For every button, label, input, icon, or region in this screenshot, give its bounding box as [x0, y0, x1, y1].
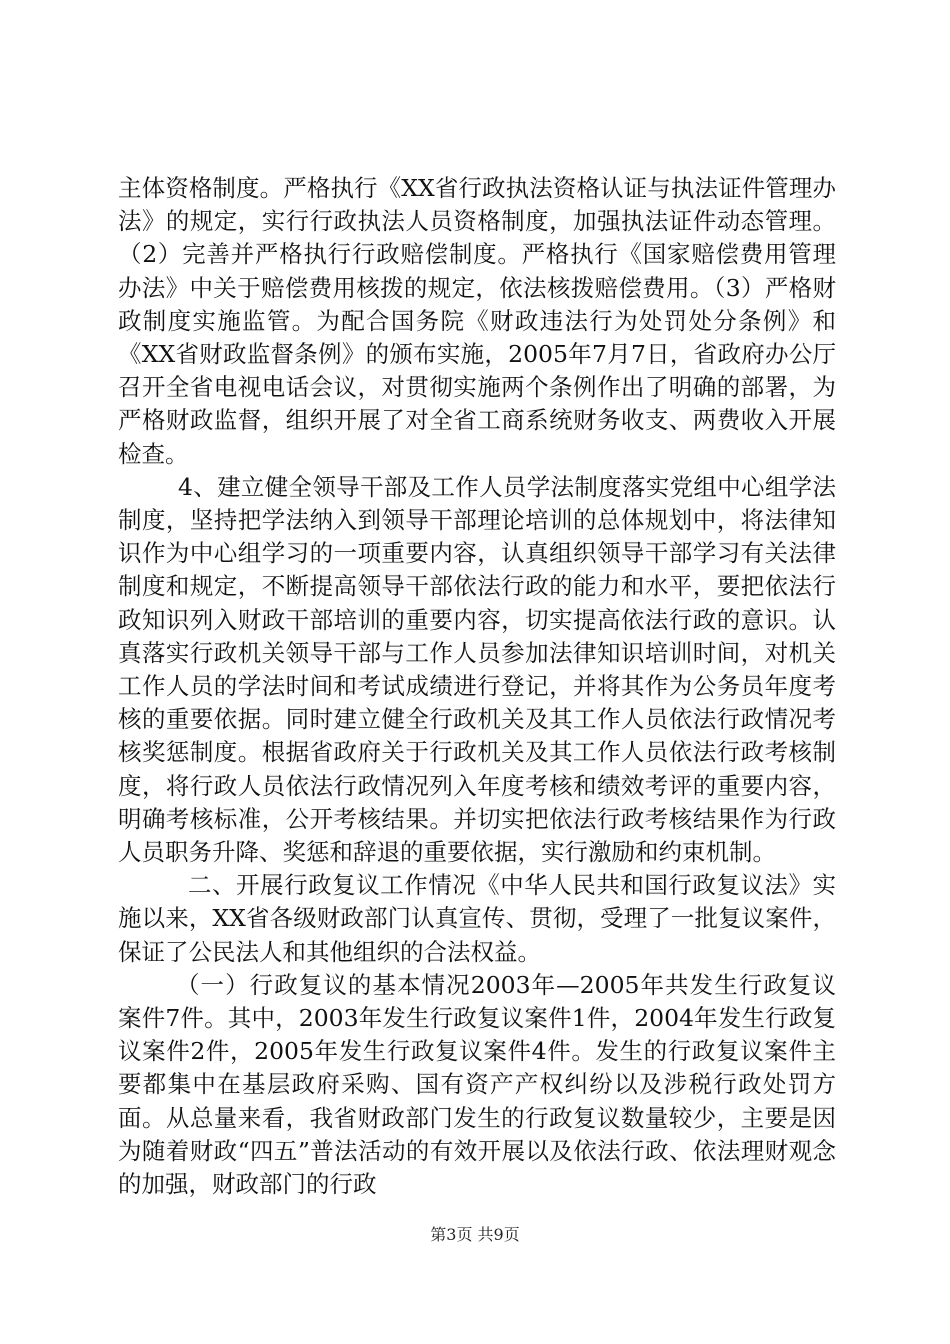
paragraph-qualification: 主体资格制度。严格执行《XX省行政执法资格认证与执法证件管理办法》的规定，实行行政执法人员资格制度，加强执法证件动态管理。（2）完善并严格执行行政赔偿制度。严格执行《国家赔偿费用管理办法》中关于赔偿费用核拨的规定，依法核拨赔偿费用。（3）严格财政制度实施监管。为配合国务院《财政违法行为处罚处分条例》和《XX省财政监督条例》的颁布实施，2005年7月7日，省政府办公厅召开全省电视电话会议，对贯彻实施两个条例作出了明确的部署，为严格财政监督，组织开展了对全省工商系统财务收支、两费收入开展检查。 [118, 174, 836, 468]
paragraph-review-basics: （一）行政复议的基本情况2003年—2005年共发生行政复议案件7件。其中，2003年发生行政复议案件1件，2004年发生行政复议案件2件，2005年发生行政复议案件4件。发生的行政复议案件主要都集中在基层政府采购、国有资产产权纠纷以及涉税行政处罚方面。从总量来看，我省财政部门发生的行政复议数量较少，主要是因为随着财政“四五”普法活动的有效开展以及依法行政、依法理财观念的加强，财政部门的行政 [118, 970, 836, 1199]
document-body [118, 172, 836, 1201]
paragraph-leader-study: 4、建立健全领导干部及工作人员学法制度落实党组中心组学法制度，坚持把学法纳入到领导干部理论培训的总体规划中，将法律知识作为中心组学习的一项重要内容，认真组织领导干部学习有关法律制度和规定，不断提高领导干部依法行政的能力和水平，要把依法行政知识列入财政干部培训的重要内容，切实提高依法行政的意识。认真落实行政机关领导干部与工作人员参加法律知识培训时间，对机关工作人员的学法时间和考试成绩进行登记，并将其作为公务员年度考核的重要依据。同时建立健全行政机关及其工作人员依法行政情况考核奖惩制度。根据省政府关于行政机关及其工作人员依法行政考核制度，将行政人员依法行政情况列入年度考核和绩效考评的重要内容，明确考核标准，公开考核结果。并切实把依法行政考核结果作为行政人员职务升降、奖惩和辞退的重要依据，实行激励和约束机制。 [118, 472, 836, 867]
page-number-footer: 第3页 共9页 [430, 1225, 520, 1244]
paragraph-review-work: 二、开展行政复议工作情况《中华人民共和国行政复议法》实施以来，XX省各级财政部门认真宣传、贯彻，受理了一批复议案件，保证了公民法人和其他组织的合法权益。 [118, 871, 836, 966]
